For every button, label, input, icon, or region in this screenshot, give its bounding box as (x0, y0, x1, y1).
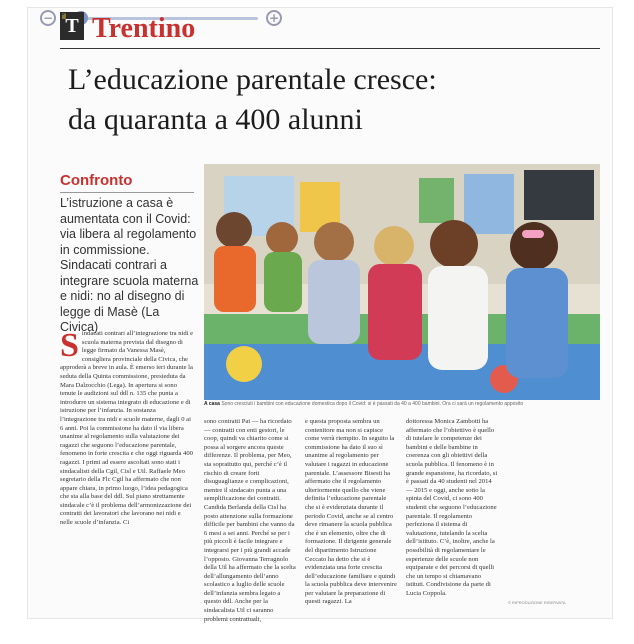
article-column-4: dottoressa Monica Zambotti ha affermato che l’obiettivo è quello di tutelare le competenze dei bambini e delle bambine in coerenza con gli obiettivi della scuola pubblica. Il fenomeno è in grande espansione, ha ricordato, si è passati da 40 studenti nel 2014 — 2015 e oggi, anche sotto la spinta del Covid, ci sono 400 studenti che seguono l’educazione parentale. Il regolamento perfeziona il sistema di valutazione, tutelando la scelta dell’istituto. C’è, inoltre, anche la possibilità di regolamentare le esperienze delle scuole non equiparate e dei percorsi di quelli che un tempo si chiamavano istituti. Condivisione da parte di Lucia Coppola. (406, 418, 498, 597)
section-title: Trentino (92, 13, 196, 44)
photo-caption (204, 401, 600, 408)
document-viewer (28, 8, 612, 623)
logo-letter: T (65, 15, 79, 37)
article-column-3: e questa proposta sembra un contenitore ma non si capisce come verrà riempito. In seguito la commissione ha dato il suo sì unanime al regolamento per valutare i ragazzi in educazione parentale. L’assessore Bisesti ha affermato che il regolamento ulteriormente quello che viene definita l’educazione parentale che si è evidenziata durante il periodo Covid, anche se al centro deve rimanere la scuola pubblica che è un elemento, oltre che di formazione. Il dirigente generale del dipartimento Istruzione Ceccato ha detto che si è evidenziata una forte crescita dell’educazione familiare e quindi la scuola pubblica deve intervenire per valutare la preparazione di questi ragazzi. La (305, 418, 397, 606)
article-headline (68, 60, 608, 140)
newspaper-logo (60, 12, 84, 40)
zoom-out-icon[interactable]: − (40, 10, 56, 26)
headline-line-1: L’educazione parentale cresce: (68, 63, 437, 96)
caption-text: Sono cresciuti i bambini con educazione domestica dopo il Covid: si è passati da 40 a 400 bambini. Ora ci sarà un regolamento apposito (221, 401, 524, 407)
logo-small-text: il (62, 14, 66, 21)
kicker: Confronto (60, 172, 133, 189)
article-column-1 (60, 327, 194, 600)
article-subhead: L’istruzione a casa è aumentata con il Covid: via libera al regolamento in commissione. Sindacati contrari a integrare scuola materna e nidi: no al disegno di legge di Masè (La Civica) (60, 196, 199, 334)
article-photo (204, 164, 600, 400)
article-column-2: sono contratti Pat — ha ricordato — contratti con enti gestori, le coop, quindi va chiarito come si possa al sorgere ancora queste differenze. Il problema, per Meo, sta soprattutto qui, perché c’è il rischio di creare forti disuguaglianze e complicazioni, mentre il sindacato punta a una semplificazione dei contratti. Candida Berlanda della Cisl ha posto attenzione sulla formazione difficile per bambini che vanno da 6 mesi a sei anni. Perché se per i più piccoli è facile integrare e integrarsi per i più grandi accade l’opposto. Giovanna Terragnolo della Uil ha affermato che la scelta dell’allungamento dell’anno scolastico a luglio delle scuole dell’infanzia sembra legato a questo ddl. Anche per la sindacalista Uil ci saranno problemi contrattuali, (204, 418, 296, 623)
kicker-divider (60, 192, 194, 193)
headline-line-2: da quaranta a 400 alunni (68, 103, 363, 136)
caption-label: A casa (204, 401, 220, 407)
copyright-note: © RIPRODUZIONE RISERVATA (508, 600, 566, 605)
column-1-text: indacati contrari all’integrazione tra nidi e scuola materna prevista dal disegno di legge firmato da Vanessa Masè, consigliera provinciale della Civica, che approderà a breve in aula. È emerso ieri durante la seduta della Quinta commissione, presieduta da Mara Dalzocchio (Lega). In apertura si sono tenute le audizioni sul ddl n. 135 che punta a introdurre un sistema integrato di educazione e di istruzione per l’infanzia. In sostanza l’integrazione tra nidi e scuole materne, dagli 0 ai 6 anni. Poi la commissione ha dato il via libera unanime al regolamento sulla valutazione dei ragazzi che seguono l’educazione parentale, fenomeno in forte crescita e che oggi riguarda 400 ragazzi. I primi ad essere ascoltati sono stati i sindacalisti della Cgil, Cisl e Uil. Raffaele Meo segretario della Flc Cgil ha affermato che non appare chiara, in primo luogo, l’idea pedagogica che sta alla base del ddl. Sul piano strettamente sindacale c’è il problema dell’armonizzazione dei contratti dei lavoratori che lavorano nei nidi e nelle scuole d’infanzia. Ci (60, 330, 194, 527)
header-divider (60, 48, 600, 49)
drop-cap: S (60, 327, 79, 364)
zoom-in-icon[interactable]: + (266, 10, 282, 26)
